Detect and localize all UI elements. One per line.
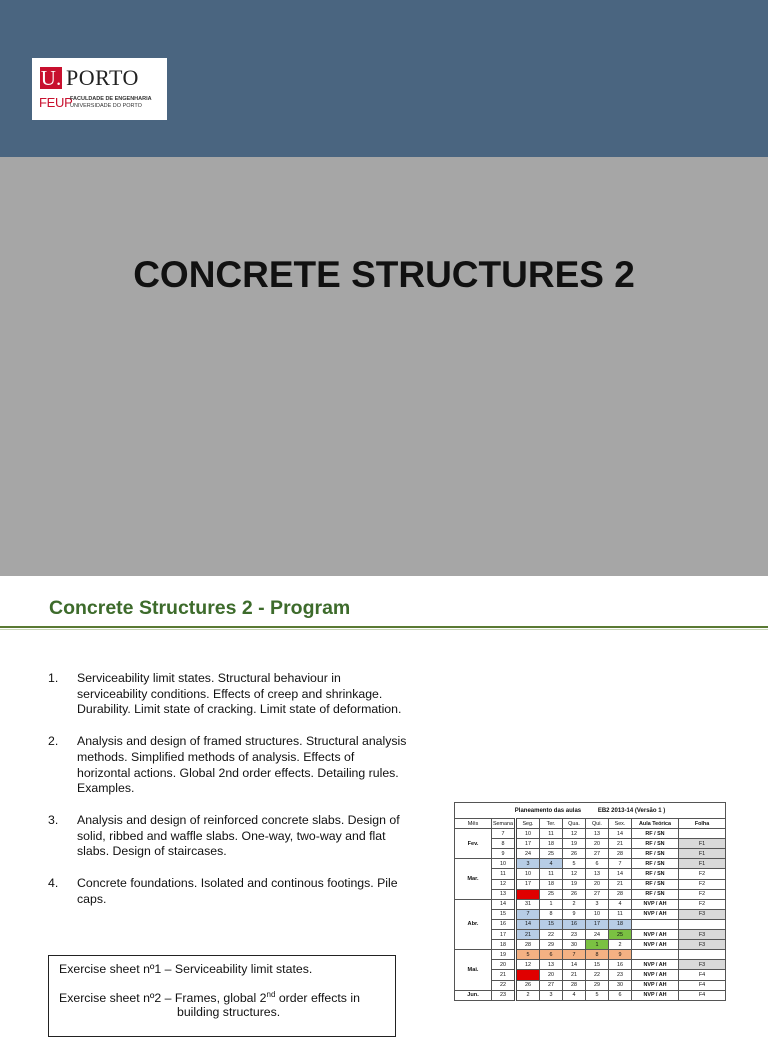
sheet-cell: F3 bbox=[679, 960, 726, 970]
program-item bbox=[48, 734, 408, 797]
day-cell: 7 bbox=[563, 950, 586, 960]
day-cell: 28 bbox=[516, 940, 540, 950]
month-cell: Fev. bbox=[455, 829, 492, 859]
program-title: Concrete Structures 2 - Program bbox=[49, 597, 351, 619]
day-cell: 9 bbox=[563, 909, 586, 919]
schedule-row bbox=[455, 950, 726, 960]
day-cell: 29 bbox=[540, 940, 563, 950]
day-cell: 10 bbox=[516, 829, 540, 839]
exercise-sheet-2-text: Exercise sheet nº2 – Frames, global 2 bbox=[59, 991, 267, 1006]
schedule-row bbox=[455, 990, 726, 1000]
lecture-cell: NVP / AH bbox=[632, 980, 679, 990]
day-cell: 4 bbox=[563, 990, 586, 1000]
day-cell: 25 bbox=[540, 889, 563, 899]
lecture-cell: RF / SN bbox=[632, 869, 679, 879]
day-cell: 29 bbox=[586, 980, 609, 990]
sheet-cell: F1 bbox=[679, 859, 726, 869]
slide-title: CONCRETE STRUCTURES 2 bbox=[133, 254, 635, 295]
day-cell: 24 bbox=[516, 849, 540, 859]
lecture-cell: RF / SN bbox=[632, 839, 679, 849]
week-cell: 11 bbox=[492, 869, 516, 879]
lecture-cell: RF / SN bbox=[632, 829, 679, 839]
week-cell: 7 bbox=[492, 829, 516, 839]
day-cell: 13 bbox=[586, 869, 609, 879]
col-header: Qua. bbox=[563, 819, 586, 829]
day-cell: 23 bbox=[563, 930, 586, 940]
sheet-cell: F1 bbox=[679, 839, 726, 849]
sheet-cell: F2 bbox=[679, 879, 726, 889]
col-header: Qui. bbox=[586, 819, 609, 829]
schedule-row bbox=[455, 919, 726, 929]
item-number: 3. bbox=[48, 812, 59, 827]
day-cell: 28 bbox=[609, 889, 632, 899]
day-cell: 6 bbox=[540, 950, 563, 960]
day-cell: 28 bbox=[563, 980, 586, 990]
lecture-cell: NVP / AH bbox=[632, 960, 679, 970]
day-cell: 14 bbox=[609, 829, 632, 839]
schedule-row bbox=[455, 849, 726, 859]
exercise-sheet-2 bbox=[59, 990, 360, 1005]
logo-faculty-line2: UNIVERSIDADE DO PORTO bbox=[70, 103, 142, 109]
week-cell: 17 bbox=[492, 930, 516, 940]
exercise-sheet-1: Exercise sheet nº1 – Serviceability limit states. bbox=[59, 962, 313, 976]
lecture-cell: NVP / AH bbox=[632, 909, 679, 919]
lecture-cell: NVP / AH bbox=[632, 970, 679, 980]
schedule-code: EB2 2013-14 (Versão 1 ) bbox=[597, 807, 666, 814]
item-text: Serviceability limit states. Structural behaviour in serviceability conditions. Effects of creep and shrinkage. Durability. Limit state of cracking. Limit state of deformation. bbox=[77, 671, 402, 717]
day-cell: 15 bbox=[540, 919, 563, 929]
sheet-cell: F2 bbox=[679, 889, 726, 899]
month-cell: Jun. bbox=[455, 990, 492, 1000]
exercise-sheets-box bbox=[48, 955, 396, 1037]
week-cell: 18 bbox=[492, 940, 516, 950]
item-number: 2. bbox=[48, 734, 59, 749]
lecture-cell bbox=[632, 919, 679, 929]
schedule-row bbox=[455, 899, 726, 909]
day-cell: 28 bbox=[609, 849, 632, 859]
logo-u-mark: U. bbox=[40, 66, 62, 90]
day-cell: 5 bbox=[563, 859, 586, 869]
month-cell: Mai. bbox=[455, 950, 492, 990]
day-cell: 3 bbox=[586, 899, 609, 909]
day-cell: 22 bbox=[540, 930, 563, 940]
day-cell: 26 bbox=[563, 889, 586, 899]
lecture-cell: RF / SN bbox=[632, 889, 679, 899]
logo-faculty-line1: FACULDADE DE ENGENHARIA bbox=[70, 96, 152, 102]
header-banner bbox=[0, 0, 768, 157]
day-cell: 15 bbox=[586, 960, 609, 970]
lecture-cell: RF / SN bbox=[632, 849, 679, 859]
day-cell: 12 bbox=[516, 960, 540, 970]
day-cell: 2 bbox=[516, 990, 540, 1000]
week-cell: 9 bbox=[492, 849, 516, 859]
schedule-row bbox=[455, 829, 726, 839]
schedule-row bbox=[455, 859, 726, 869]
day-cell: 17 bbox=[516, 839, 540, 849]
day-cell: 3 bbox=[540, 990, 563, 1000]
sheet-cell bbox=[679, 919, 726, 929]
week-cell: 20 bbox=[492, 960, 516, 970]
item-text: Analysis and design of reinforced concrete slabs. Design of solid, ribbed and waffle slabs. One-way, two-way and flat slabs. Design of staircases. bbox=[77, 812, 400, 859]
day-cell: 26 bbox=[516, 980, 540, 990]
day-cell: 1 bbox=[586, 940, 609, 950]
day-cell: 10 bbox=[516, 869, 540, 879]
day-cell: 25 bbox=[540, 849, 563, 859]
day-cell: 30 bbox=[609, 980, 632, 990]
day-cell: 23 bbox=[609, 970, 632, 980]
uporto-feup-logo bbox=[32, 58, 167, 120]
day-cell: 11 bbox=[540, 869, 563, 879]
day-cell: 20 bbox=[586, 839, 609, 849]
logo-feup-text: FEUP bbox=[39, 95, 73, 110]
sheet-cell: F3 bbox=[679, 940, 726, 950]
day-cell: 27 bbox=[586, 889, 609, 899]
col-header: Semana bbox=[492, 819, 516, 829]
day-cell: 22 bbox=[586, 970, 609, 980]
schedule-row bbox=[455, 889, 726, 899]
sheet-cell: F2 bbox=[679, 899, 726, 909]
slide-divider bbox=[0, 576, 768, 578]
day-cell: 18 bbox=[540, 879, 563, 889]
lecture-cell: NVP / AH bbox=[632, 990, 679, 1000]
day-cell: 20 bbox=[540, 970, 563, 980]
schedule-row bbox=[455, 879, 726, 889]
week-cell: 21 bbox=[492, 970, 516, 980]
sheet-cell: F3 bbox=[679, 930, 726, 940]
lecture-cell: RF / SN bbox=[632, 859, 679, 869]
day-cell: 11 bbox=[609, 909, 632, 919]
day-cell: 16 bbox=[563, 919, 586, 929]
day-cell: 13 bbox=[586, 829, 609, 839]
week-cell: 13 bbox=[492, 889, 516, 899]
day-cell: 1 bbox=[540, 899, 563, 909]
day-cell: 14 bbox=[516, 919, 540, 929]
sheet-cell: F4 bbox=[679, 970, 726, 980]
day-cell: 21 bbox=[563, 970, 586, 980]
day-cell: 25 bbox=[609, 930, 632, 940]
week-cell: 19 bbox=[492, 950, 516, 960]
lecture-cell: RF / SN bbox=[632, 879, 679, 889]
week-cell: 16 bbox=[492, 919, 516, 929]
exercise-sheet-2-cont: building structures. bbox=[177, 1005, 281, 1019]
day-cell: 2 bbox=[563, 899, 586, 909]
schedule-title-cell bbox=[455, 803, 726, 819]
day-cell: 30 bbox=[563, 940, 586, 950]
program-item bbox=[48, 671, 408, 718]
col-header: Sex. bbox=[609, 819, 632, 829]
week-cell: 10 bbox=[492, 859, 516, 869]
logo-porto-text: PORTO bbox=[66, 65, 139, 90]
day-cell: 7 bbox=[609, 859, 632, 869]
day-cell: 8 bbox=[586, 950, 609, 960]
month-cell: Mar. bbox=[455, 859, 492, 899]
schedule-row bbox=[455, 930, 726, 940]
week-cell: 15 bbox=[492, 909, 516, 919]
lecture-cell: NVP / AH bbox=[632, 940, 679, 950]
month-cell: Abr. bbox=[455, 899, 492, 949]
day-cell: 17 bbox=[586, 919, 609, 929]
day-cell: 14 bbox=[609, 869, 632, 879]
sheet-cell: F4 bbox=[679, 990, 726, 1000]
day-cell: 11 bbox=[540, 829, 563, 839]
schedule-title: Planeamento das aulas bbox=[514, 807, 582, 814]
item-number: 1. bbox=[48, 671, 59, 685]
day-cell: 4 bbox=[540, 859, 563, 869]
exercise-sheet-2-text-end: order effects in bbox=[275, 991, 360, 1006]
schedule-header-row bbox=[455, 819, 726, 829]
day-cell: 31 bbox=[516, 899, 540, 909]
day-cell: 6 bbox=[609, 990, 632, 1000]
day-cell: 27 bbox=[540, 980, 563, 990]
day-cell: 9 bbox=[609, 950, 632, 960]
lecture-cell: NVP / AH bbox=[632, 899, 679, 909]
day-cell: 19 bbox=[516, 970, 540, 980]
day-cell: 5 bbox=[586, 990, 609, 1000]
day-cell: 26 bbox=[563, 849, 586, 859]
item-number: 4. bbox=[48, 876, 59, 891]
title-underline-shadow bbox=[0, 629, 768, 630]
day-cell: 24 bbox=[586, 930, 609, 940]
schedule-row bbox=[455, 869, 726, 879]
col-header: Folha bbox=[679, 819, 726, 829]
week-cell: 22 bbox=[492, 980, 516, 990]
day-cell: 12 bbox=[563, 829, 586, 839]
day-cell: 3 bbox=[516, 859, 540, 869]
exercise-sheet-2-sup: nd bbox=[266, 990, 276, 999]
sheet-cell: F1 bbox=[679, 849, 726, 859]
schedule-row bbox=[455, 960, 726, 970]
week-cell: 14 bbox=[492, 899, 516, 909]
col-header: Ter. bbox=[540, 819, 563, 829]
program-item bbox=[48, 876, 408, 907]
week-cell: 23 bbox=[492, 990, 516, 1000]
program-item bbox=[48, 813, 408, 860]
item-text: Analysis and design of framed structures. Structural analysis methods. Simplified methods of analysis. Effects of horizontal actions. Global 2nd order effects. Detailing rules. Examples. bbox=[77, 734, 407, 796]
day-cell: 13 bbox=[540, 960, 563, 970]
day-cell: 27 bbox=[586, 849, 609, 859]
col-header: Aula Teórica bbox=[632, 819, 679, 829]
day-cell: 14 bbox=[563, 960, 586, 970]
day-cell: 5 bbox=[516, 950, 540, 960]
lecture-cell: NVP / AH bbox=[632, 930, 679, 940]
day-cell: 21 bbox=[609, 839, 632, 849]
col-header: Seg. bbox=[516, 819, 540, 829]
day-cell: 21 bbox=[609, 879, 632, 889]
day-cell: 19 bbox=[563, 839, 586, 849]
day-cell: 7 bbox=[516, 909, 540, 919]
col-header: Mês bbox=[455, 819, 492, 829]
schedule-table bbox=[454, 802, 726, 1001]
sheet-cell: F2 bbox=[679, 869, 726, 879]
sheet-cell bbox=[679, 950, 726, 960]
item-text: Concrete foundations. Isolated and continous footings. Pile caps. bbox=[77, 876, 398, 906]
schedule-row bbox=[455, 970, 726, 980]
lecture-cell bbox=[632, 950, 679, 960]
day-cell: 21 bbox=[516, 930, 540, 940]
week-cell: 12 bbox=[492, 879, 516, 889]
day-cell: 24 bbox=[516, 889, 540, 899]
sheet-cell: F3 bbox=[679, 909, 726, 919]
day-cell: 20 bbox=[586, 879, 609, 889]
day-cell: 18 bbox=[609, 919, 632, 929]
day-cell: 6 bbox=[586, 859, 609, 869]
week-cell: 8 bbox=[492, 839, 516, 849]
day-cell: 18 bbox=[540, 839, 563, 849]
schedule-row bbox=[455, 980, 726, 990]
day-cell: 10 bbox=[586, 909, 609, 919]
program-list bbox=[48, 671, 408, 923]
day-cell: 8 bbox=[540, 909, 563, 919]
sheet-cell: F4 bbox=[679, 980, 726, 990]
day-cell: 16 bbox=[609, 960, 632, 970]
day-cell: 17 bbox=[516, 879, 540, 889]
schedule-row bbox=[455, 909, 726, 919]
day-cell: 19 bbox=[563, 879, 586, 889]
sheet-cell bbox=[679, 829, 726, 839]
day-cell: 12 bbox=[563, 869, 586, 879]
schedule-row bbox=[455, 839, 726, 849]
day-cell: 4 bbox=[609, 899, 632, 909]
day-cell: 2 bbox=[609, 940, 632, 950]
schedule-row bbox=[455, 940, 726, 950]
title-underline bbox=[0, 626, 768, 628]
